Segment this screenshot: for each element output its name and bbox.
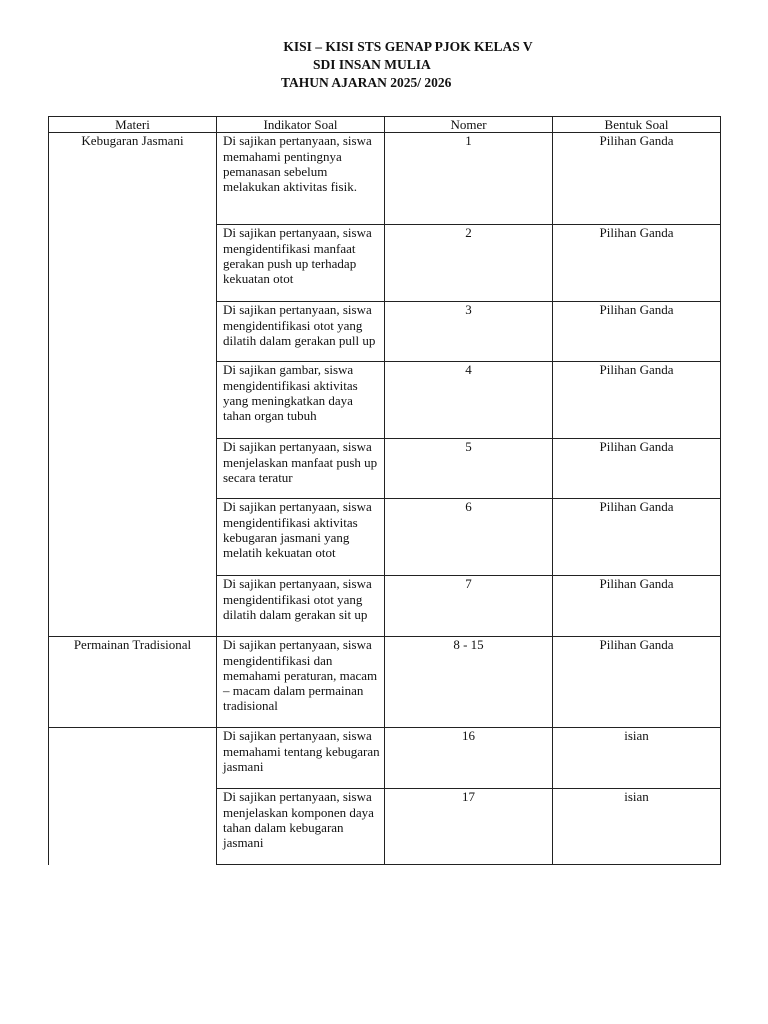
table-row bbox=[49, 637, 721, 728]
nomer-cell: 8 - 15 bbox=[385, 637, 553, 728]
materi-cell: Permainan Tradisional bbox=[49, 637, 217, 728]
indikator-cell: Di sajikan gambar, siswa mengidentifikasi aktivitas yang meningkatkan daya tahan organ tubuh bbox=[217, 362, 385, 439]
nomer-cell: 17 bbox=[385, 789, 553, 865]
table-row bbox=[49, 439, 721, 499]
bentuk-cell: Pilihan Ganda bbox=[553, 439, 721, 499]
indikator-cell: Di sajikan pertanyaan, siswa mengidentifikasi otot yang dilatih dalam gerakan pull up bbox=[217, 302, 385, 362]
bentuk-cell: Pilihan Ganda bbox=[553, 133, 721, 225]
table-row bbox=[49, 362, 721, 439]
nomer-cell: 1 bbox=[385, 133, 553, 225]
bentuk-cell: Pilihan Ganda bbox=[553, 362, 721, 439]
column-header-nomer: Nomer bbox=[385, 117, 553, 133]
nomer-cell: 7 bbox=[385, 576, 553, 637]
bentuk-cell: Pilihan Ganda bbox=[553, 499, 721, 576]
nomer-cell: 4 bbox=[385, 362, 553, 439]
materi-cell bbox=[49, 225, 217, 302]
materi-cell: Kebugaran Jasmani bbox=[49, 133, 217, 225]
bentuk-cell: Pilihan Ganda bbox=[553, 576, 721, 637]
materi-cell bbox=[49, 499, 217, 576]
bentuk-cell: isian bbox=[553, 789, 721, 865]
materi-cell bbox=[49, 789, 217, 865]
indikator-cell: Di sajikan pertanyaan, siswa menjelaskan komponen daya tahan dalam kebugaran jasmani bbox=[217, 789, 385, 865]
column-header-indikator: Indikator Soal bbox=[217, 117, 385, 133]
table-row bbox=[49, 728, 721, 789]
materi-cell bbox=[49, 728, 217, 789]
nomer-cell: 16 bbox=[385, 728, 553, 789]
table-row bbox=[49, 789, 721, 865]
table-row bbox=[49, 499, 721, 576]
indikator-cell: Di sajikan pertanyaan, siswa memahami pentingnya pemanasan sebelum melakukan aktivitas fisik. bbox=[217, 133, 385, 225]
column-header-materi: Materi bbox=[49, 117, 217, 133]
bentuk-cell: Pilihan Ganda bbox=[553, 225, 721, 302]
table-row bbox=[49, 302, 721, 362]
document-title: KISI – KISI STS GENAP PJOK KELAS V bbox=[283, 39, 533, 54]
materi-cell bbox=[49, 439, 217, 499]
indikator-cell: Di sajikan pertanyaan, siswa mengidentifikasi manfaat gerakan push up terhadap kekuatan otot bbox=[217, 225, 385, 302]
table-row bbox=[49, 225, 721, 302]
bentuk-cell: Pilihan Ganda bbox=[553, 302, 721, 362]
nomer-cell: 2 bbox=[385, 225, 553, 302]
bentuk-cell: Pilihan Ganda bbox=[553, 637, 721, 728]
materi-cell bbox=[49, 576, 217, 637]
column-header-bentuk: Bentuk Soal bbox=[553, 117, 721, 133]
bentuk-cell: isian bbox=[553, 728, 721, 789]
materi-cell bbox=[49, 302, 217, 362]
table-row bbox=[49, 576, 721, 637]
indikator-cell: Di sajikan pertanyaan, siswa memahami tentang kebugaran jasmani bbox=[217, 728, 385, 789]
kisi-kisi-table bbox=[48, 116, 721, 865]
indikator-cell: Di sajikan pertanyaan, siswa mengidentifikasi dan memahami peraturan, macam – macam dalam permainan tradisional bbox=[217, 637, 385, 728]
academic-year: TAHUN AJARAN 2025/ 2026 bbox=[281, 75, 452, 90]
nomer-cell: 3 bbox=[385, 302, 553, 362]
materi-cell bbox=[49, 362, 217, 439]
table-row bbox=[49, 133, 721, 225]
table-header-row bbox=[49, 117, 721, 133]
indikator-cell: Di sajikan pertanyaan, siswa mengidentifikasi aktivitas kebugaran jasmani yang melatih kekuatan otot bbox=[217, 499, 385, 576]
nomer-cell: 6 bbox=[385, 499, 553, 576]
nomer-cell: 5 bbox=[385, 439, 553, 499]
indikator-cell: Di sajikan pertanyaan, siswa menjelaskan manfaat push up secara teratur bbox=[217, 439, 385, 499]
indikator-cell: Di sajikan pertanyaan, siswa mengidentifikasi otot yang dilatih dalam gerakan sit up bbox=[217, 576, 385, 637]
school-name: SDI INSAN MULIA bbox=[313, 57, 431, 72]
